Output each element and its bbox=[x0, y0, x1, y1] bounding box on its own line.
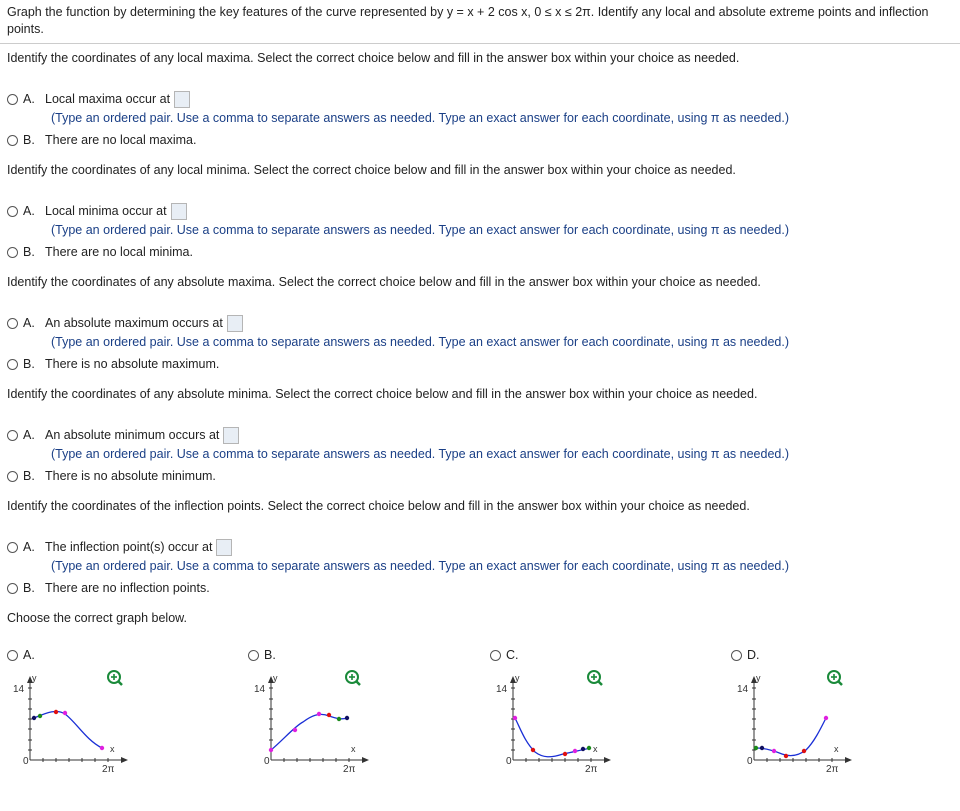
inflection-dot bbox=[802, 749, 806, 753]
problem-instruction: Graph the function by determining the key features of the curve represented by y = x + 2 cos x, 0 ≤ x ≤ 2π. Identify any local and absolute extreme points and inflection points. bbox=[7, 5, 929, 36]
endpoint-dot bbox=[513, 716, 517, 720]
local-min-prompt: Identify the coordinates of any local minima. Select the correct choice below and fill in the answer box within your choice as needed. bbox=[7, 163, 736, 177]
header-divider bbox=[0, 43, 960, 44]
y-axis-label: y bbox=[515, 673, 520, 683]
curve bbox=[756, 718, 826, 756]
inflection-answer-box[interactable] bbox=[216, 539, 232, 556]
zoom-icon-a[interactable] bbox=[106, 669, 124, 687]
abs-max-answer-box[interactable] bbox=[227, 315, 243, 332]
graph-option-a[interactable]: A. bbox=[7, 648, 35, 662]
abs-min-option-a[interactable]: A. An absolute minimum occurs at bbox=[7, 426, 239, 444]
inflection-dot bbox=[337, 717, 341, 721]
y-axis-label: y bbox=[756, 673, 761, 683]
endpoint-dot bbox=[587, 746, 591, 750]
local-min-option-a[interactable]: A. Local minima occur at bbox=[7, 202, 187, 220]
radio-button[interactable] bbox=[7, 206, 18, 217]
x-axis-label: x bbox=[351, 744, 356, 754]
extremum-dot bbox=[784, 754, 788, 758]
radio-button[interactable] bbox=[7, 471, 18, 482]
inflection-option-a[interactable]: A. The inflection point(s) occur at bbox=[7, 538, 232, 556]
endpoint-dot bbox=[824, 716, 828, 720]
x-axis-label: x bbox=[110, 744, 115, 754]
abs-min-hint: (Type an ordered pair. Use a comma to separate answers as needed. Type an exact answer for each coordinate, using π as needed.) bbox=[51, 447, 789, 461]
endpoint-dot bbox=[100, 746, 104, 750]
x-axis-label: x bbox=[593, 744, 598, 754]
radio-button[interactable] bbox=[490, 650, 501, 661]
y-min-label: 0 bbox=[506, 756, 512, 767]
local-max-prompt: Identify the coordinates of any local maxima. Select the correct choice below and fill in the answer box within your choice as needed. bbox=[7, 51, 740, 65]
inflection-option-b[interactable]: B. There are no inflection points. bbox=[7, 579, 210, 597]
inflection-dot bbox=[760, 746, 764, 750]
extremum-dot bbox=[317, 712, 321, 716]
local-min-option-b[interactable]: B. There are no local minima. bbox=[7, 243, 193, 261]
y-max-label: 14 bbox=[737, 684, 749, 695]
extremum-dot bbox=[573, 749, 577, 753]
abs-max-hint: (Type an ordered pair. Use a comma to separate answers as needed. Type an exact answer for each coordinate, using π as needed.) bbox=[51, 335, 789, 349]
local-min-hint: (Type an ordered pair. Use a comma to separate answers as needed. Type an exact answer for each coordinate, using π as needed.) bbox=[51, 223, 789, 237]
x-max-label: 2π bbox=[826, 764, 839, 775]
curve bbox=[34, 711, 102, 748]
extremum-dot bbox=[563, 752, 567, 756]
y-min-label: 0 bbox=[264, 756, 270, 767]
radio-button[interactable] bbox=[7, 583, 18, 594]
y-max-label: 14 bbox=[13, 684, 25, 695]
inflection-dot bbox=[581, 747, 585, 751]
zoom-icon-b[interactable] bbox=[344, 669, 362, 687]
y-max-label: 14 bbox=[254, 684, 266, 695]
graph-option-c[interactable]: C. bbox=[490, 648, 519, 662]
extremum-dot bbox=[54, 710, 58, 714]
abs-min-option-b[interactable]: B. There is no absolute minimum. bbox=[7, 467, 216, 485]
extremum-dot bbox=[327, 713, 331, 717]
radio-button[interactable] bbox=[7, 650, 18, 661]
endpoint-dot bbox=[345, 716, 349, 720]
radio-button[interactable] bbox=[7, 135, 18, 146]
radio-button[interactable] bbox=[7, 318, 18, 329]
curve bbox=[515, 718, 591, 757]
zoom-icon-c[interactable] bbox=[586, 669, 604, 687]
extremum-dot bbox=[772, 749, 776, 753]
endpoint-dot bbox=[754, 746, 758, 750]
x-max-label: 2π bbox=[343, 764, 356, 775]
local-max-answer-box[interactable] bbox=[174, 91, 190, 108]
extremum-dot bbox=[38, 714, 42, 718]
y-axis-label: y bbox=[273, 673, 278, 683]
graph-option-d[interactable]: D. bbox=[731, 648, 760, 662]
local-max-option-b[interactable]: B. There are no local maxima. bbox=[7, 131, 196, 149]
local-max-option-a[interactable]: A. Local maxima occur at bbox=[7, 90, 190, 108]
abs-min-prompt: Identify the coordinates of any absolute minima. Select the correct choice below and fill in the answer box within your choice as needed. bbox=[7, 387, 758, 401]
endpoint-dot bbox=[269, 748, 273, 752]
local-max-hint: (Type an ordered pair. Use a comma to separate answers as needed. Type an exact answer for each coordinate, using π as needed.) bbox=[51, 111, 789, 125]
endpoint-dot bbox=[32, 716, 36, 720]
abs-max-prompt: Identify the coordinates of any absolute maxima. Select the correct choice below and fill in the answer box within your choice as needed. bbox=[7, 275, 761, 289]
graph-option-b[interactable]: B. bbox=[248, 648, 276, 662]
inflection-prompt: Identify the coordinates of the inflection points. Select the correct choice below and fill in the answer box within your choice as needed. bbox=[7, 499, 750, 513]
radio-button[interactable] bbox=[731, 650, 742, 661]
zoom-icon-d[interactable] bbox=[826, 669, 844, 687]
graph-prompt: Choose the correct graph below. bbox=[7, 611, 187, 625]
abs-min-answer-box[interactable] bbox=[223, 427, 239, 444]
y-max-label: 14 bbox=[496, 684, 508, 695]
radio-button[interactable] bbox=[7, 542, 18, 553]
x-max-label: 2π bbox=[585, 764, 598, 775]
radio-button[interactable] bbox=[248, 650, 259, 661]
x-max-label: 2π bbox=[102, 764, 115, 775]
y-axis-label: y bbox=[32, 673, 37, 683]
inflection-dot bbox=[293, 728, 297, 732]
inflection-hint: (Type an ordered pair. Use a comma to separate answers as needed. Type an exact answer for each coordinate, using π as needed.) bbox=[51, 559, 789, 573]
radio-button[interactable] bbox=[7, 94, 18, 105]
curve bbox=[271, 714, 347, 750]
radio-button[interactable] bbox=[7, 247, 18, 258]
x-axis-label: x bbox=[834, 744, 839, 754]
abs-max-option-b[interactable]: B. There is no absolute maximum. bbox=[7, 355, 219, 373]
y-min-label: 0 bbox=[23, 756, 29, 767]
radio-button[interactable] bbox=[7, 359, 18, 370]
radio-button[interactable] bbox=[7, 430, 18, 441]
local-min-answer-box[interactable] bbox=[171, 203, 187, 220]
abs-max-option-a[interactable]: A. An absolute maximum occurs at bbox=[7, 314, 243, 332]
y-min-label: 0 bbox=[747, 756, 753, 767]
inflection-dot bbox=[531, 748, 535, 752]
inflection-dot bbox=[63, 711, 67, 715]
